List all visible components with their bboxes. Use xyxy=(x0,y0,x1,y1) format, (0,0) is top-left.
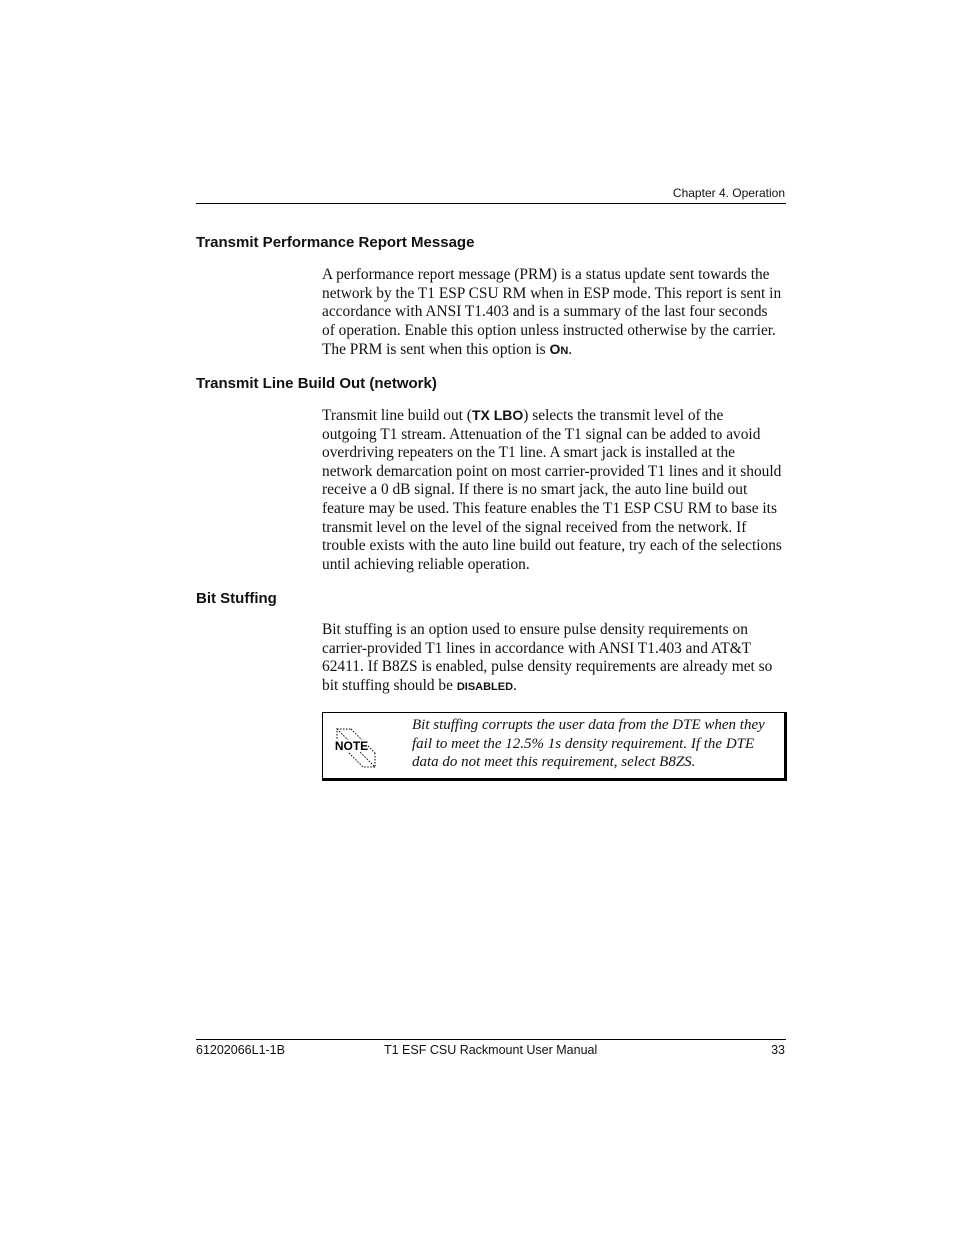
note-callout xyxy=(322,712,787,781)
body-text: bit stuffing should be xyxy=(322,676,457,694)
body-line: transmit level on the level of the signal received from the network. If xyxy=(322,518,747,536)
footer-rule xyxy=(196,1039,786,1040)
option-keyword: TX LBO xyxy=(471,407,524,423)
running-header: Chapter 4. Operation xyxy=(672,186,785,200)
body-line: overdriving repeaters on the T1 line. A smart jack is installed at the xyxy=(322,444,736,462)
body-line: feature may be used. This feature enables the T1 ESP CSU RM to base its xyxy=(322,499,777,517)
option-keyword: O xyxy=(549,341,561,358)
body-text: . xyxy=(513,676,517,694)
note-icon xyxy=(333,725,379,771)
body-line xyxy=(322,340,790,361)
body-text: . xyxy=(568,341,573,359)
body-line: accordance with ANSI T1.403 and is a summary of the last four seconds xyxy=(322,303,768,321)
body-line: carrier-provided T1 lines in accordance with ANSI T1.403 and AT&T xyxy=(322,639,752,657)
section-heading-prm: Transmit Performance Report Message xyxy=(196,234,475,251)
section-body-prm xyxy=(322,266,790,361)
body-text: Transmit line build out ( xyxy=(322,407,472,424)
footer-doc-number: 61202066L1-1B xyxy=(196,1043,285,1057)
option-keyword: DISABLED xyxy=(456,680,514,693)
body-line: outgoing T1 stream. Attenuation of the T1 signal can be added to avoid xyxy=(322,425,761,443)
section-heading-bit-stuffing: Bit Stuffing xyxy=(196,590,277,607)
body-line: 62411. If B8ZS is enabled, pulse density requirements are already met so xyxy=(322,658,773,676)
body-line: trouble exists with the auto line build out feature, try each of the selections xyxy=(322,537,782,555)
body-line: network by the T1 ESP CSU RM when in ESP mode. This report is sent in xyxy=(322,284,782,302)
footer-page-number: 33 xyxy=(771,1043,785,1057)
body-line: of operation. Enable this option unless instructed otherwise by the carrier. xyxy=(322,321,776,339)
option-keyword: N xyxy=(560,345,569,358)
section-heading-lbo: Transmit Line Build Out (network) xyxy=(196,375,437,392)
footer-manual-title: T1 ESF CSU Rackmount User Manual xyxy=(384,1043,598,1057)
note-icon-label: NOTE xyxy=(334,739,369,753)
note-line: data do not meet this requirement, select B8ZS. xyxy=(412,754,696,771)
body-text: The PRM is sent when this option is xyxy=(322,341,550,359)
note-text xyxy=(412,716,784,772)
body-line: receive a 0 dB signal. If there is no smart jack, the auto line build out xyxy=(322,481,748,499)
body-line xyxy=(322,677,790,697)
body-text: ) selects the transmit level of the xyxy=(523,407,724,424)
body-line: A performance report message (PRM) is a status update sent towards the xyxy=(322,266,770,283)
section-body-bit-stuffing xyxy=(322,621,790,696)
body-line: network demarcation point on most carrier-provided T1 lines and it should xyxy=(322,462,782,480)
body-line xyxy=(322,406,790,426)
section-body-lbo xyxy=(322,406,790,574)
body-line: until achieving reliable operation. xyxy=(322,555,530,573)
note-line: Bit stuffing corrupts the user data from the DTE when they xyxy=(412,717,765,733)
header-rule xyxy=(196,203,786,204)
note-line: fail to meet the 12.5% 1s density requirement. If the DTE xyxy=(412,735,755,752)
body-line: Bit stuffing is an option used to ensure pulse density requirements on xyxy=(322,621,748,638)
